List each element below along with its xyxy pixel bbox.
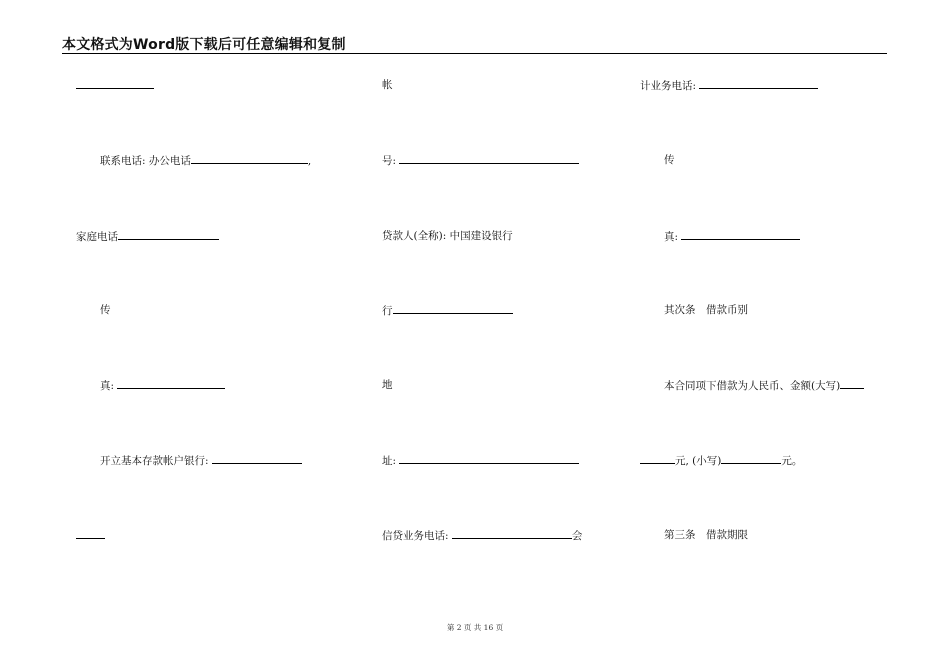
- middle-line-3: [382, 229, 513, 243]
- right-line-3: [664, 229, 800, 244]
- credit-phone-label: 信贷业务电话:: [382, 530, 452, 542]
- left-line-1: [76, 78, 154, 93]
- page-number-footer: 第 2 页 共 16 页: [446, 623, 504, 632]
- fax-label-part2: 真:: [664, 231, 682, 243]
- account-number-blank: [399, 153, 579, 164]
- accounting-prefix: 会: [571, 530, 583, 542]
- office-phone-blank: [191, 153, 308, 164]
- address-blank: [399, 453, 579, 464]
- branch-blank: [393, 303, 513, 314]
- fax-blank: [681, 229, 800, 240]
- accounting-phone-label: 计业务电话:: [640, 80, 700, 92]
- right-line-5: [664, 378, 864, 393]
- contact-phone-suffix: ,: [307, 155, 312, 167]
- address-label-part2: 址:: [382, 455, 400, 467]
- middle-line-1: [382, 78, 393, 92]
- right-line-1: [640, 78, 818, 93]
- header-rule: [62, 53, 887, 54]
- accounting-phone-blank: [699, 78, 818, 89]
- middle-line-7: [382, 528, 582, 543]
- right-line-4: [664, 303, 748, 317]
- amount-lowercase-label: 元, (小写): [675, 455, 722, 467]
- amount-uppercase-blank-cont: [640, 453, 675, 464]
- home-phone-blank: [118, 229, 219, 240]
- middle-line-6: [382, 453, 579, 468]
- left-line-2: [100, 153, 311, 168]
- fax-label-part2: 真:: [100, 380, 118, 392]
- article-2-heading: 其次条 借款币别: [664, 304, 748, 316]
- left-line-6: [100, 453, 302, 468]
- credit-phone-blank: [452, 528, 572, 539]
- account-label-part1: 帐: [382, 79, 393, 91]
- article-3-heading: 第三条 借款期限: [664, 529, 748, 541]
- fax-blank: [117, 378, 225, 389]
- middle-line-5: [382, 378, 393, 392]
- amount-uppercase-blank: [840, 378, 864, 389]
- blank-line: [76, 78, 154, 89]
- account-label-part2: 号:: [382, 155, 400, 167]
- address-label-part1: 地: [382, 379, 393, 391]
- right-line-6: [640, 453, 802, 468]
- left-line-3: [76, 229, 219, 244]
- loan-amount-label: 本合同项下借款为人民币、金额(大写): [664, 380, 841, 392]
- home-phone-label: 家庭电话: [76, 231, 118, 243]
- fax-label-part1: 传: [100, 304, 111, 316]
- left-line-7: [76, 528, 105, 543]
- left-line-5: [100, 378, 225, 393]
- right-line-7: [664, 528, 748, 542]
- amount-lowercase-blank: [721, 453, 781, 464]
- basic-account-bank-blank: [212, 453, 302, 464]
- bank-suffix-label: 行: [382, 305, 393, 317]
- middle-line-4: [382, 303, 513, 318]
- left-line-4: [100, 303, 111, 317]
- contact-phone-label: 联系电话: 办公电话: [100, 155, 191, 167]
- blank-line: [76, 528, 105, 539]
- page-header-title: 本文格式为Word版下载后可任意编辑和复制: [62, 37, 346, 53]
- middle-line-2: [382, 153, 579, 168]
- fax-label-part1: 传: [664, 154, 675, 166]
- lender-name: 贷款人(全称): 中国建设银行: [382, 230, 513, 242]
- yuan-suffix: 元。: [781, 455, 803, 467]
- right-line-2: [664, 153, 675, 167]
- basic-account-bank-label: 开立基本存款帐户银行:: [100, 455, 212, 467]
